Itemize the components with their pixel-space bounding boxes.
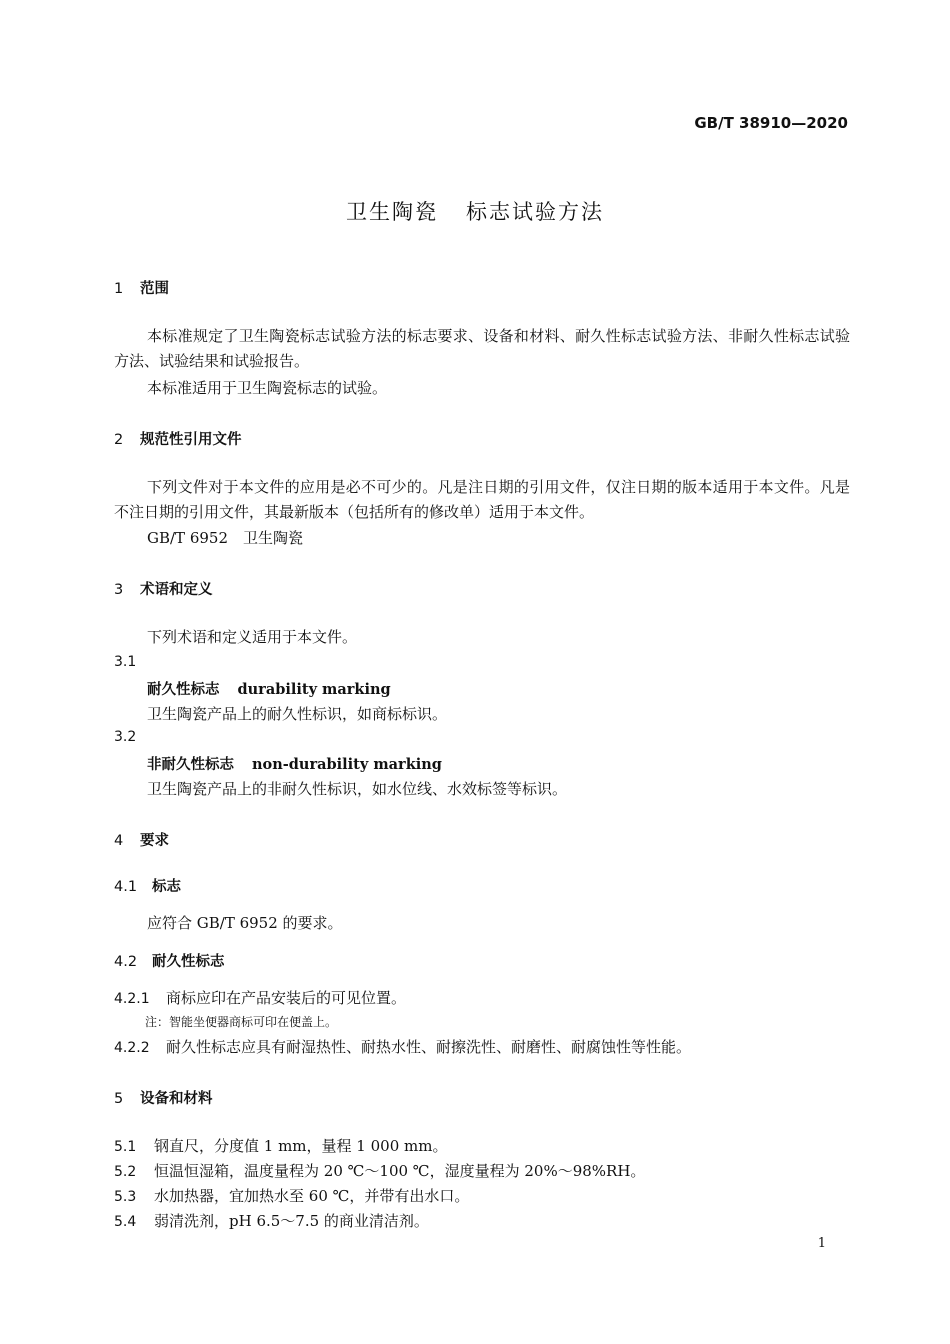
clause-4-2-1: 4.2.1 商标应印在产品安装后的可见位置。: [114, 989, 407, 1007]
term-3-1-definition: 卫生陶瓷产品上的耐久性标识，如商标标识。: [147, 705, 448, 723]
term-3-1-zh: 耐久性标志: [147, 682, 220, 698]
term-3-2-en: non-durability marking: [252, 756, 442, 773]
section-3-heading: 3 术语和定义: [114, 582, 213, 598]
term-3-2-zh: 非耐久性标志: [147, 757, 234, 773]
section-2-paragraph-1: 下列文件对于本文件的应用是必不可少的。凡是注日期的引用文件，仅注日期的版本适用于本文件。凡是不注日期的引用文件，其最新版本（包括所有的修改单）适用于本文件。: [114, 478, 850, 521]
item-5-1: 5.1 钢直尺，分度值 1 mm，量程 1 000 mm。: [114, 1137, 448, 1155]
section-1-heading: 1 范围: [114, 281, 169, 297]
title-part1: 卫生陶瓷: [346, 200, 438, 224]
section-1-paragraph-2: 本标准适用于卫生陶瓷标志的试验。: [147, 379, 388, 397]
section-2-heading: 2 规范性引用文件: [114, 432, 242, 448]
term-3-1-en: durability marking: [237, 681, 391, 698]
term-3-2-definition: 卫生陶瓷产品上的非耐久性标识，如水位线、水效标签等标识。: [147, 780, 568, 798]
term-3-2: [147, 753, 442, 774]
section-3-intro: 下列术语和定义适用于本文件。: [147, 628, 358, 646]
section-1-paragraph-1: 本标准规定了卫生陶瓷标志试验方法的标志要求、设备和材料、耐久性标志试验方法、非耐久性标志试验方法、试验结果和试验报告。: [114, 327, 850, 370]
standard-number: GB/T 38910—2020: [694, 114, 848, 132]
clause-4-2-2: 4.2.2 耐久性标志应具有耐湿热性、耐热水性、耐擦洗性、耐磨性、耐腐蚀性等性能。: [114, 1038, 692, 1056]
section-4-1-heading: 4.1 标志: [114, 879, 181, 895]
term-3-2-number: 3.2: [114, 729, 137, 745]
note: 注：智能坐便器商标可印在便盖上。: [145, 1015, 338, 1029]
title-part2: 标志试验方法: [466, 200, 604, 224]
section-5-heading: 5 设备和材料: [114, 1091, 213, 1107]
term-3-1: [147, 678, 391, 699]
section-4-heading: 4 要求: [114, 833, 169, 849]
document-title: [0, 196, 950, 226]
item-5-4: 5.4 弱清洗剂，pH 6.5～7.5 的商业清洁剂。: [114, 1212, 429, 1230]
item-5-2: 5.2 恒温恒湿箱，温度量程为 20 ℃～100 ℃，湿度量程为 20%～98%RH。: [114, 1162, 646, 1180]
page-number: 1: [817, 1236, 826, 1251]
section-2-reference: GB/T 6952 卫生陶瓷: [147, 529, 304, 547]
section-4-2-heading: 4.2 耐久性标志: [114, 954, 225, 970]
section-4-1-text: 应符合 GB/T 6952 的要求。: [147, 914, 343, 932]
term-3-1-number: 3.1: [114, 654, 137, 670]
item-5-3: 5.3 水加热器，宜加热水至 60 ℃，并带有出水口。: [114, 1187, 470, 1205]
